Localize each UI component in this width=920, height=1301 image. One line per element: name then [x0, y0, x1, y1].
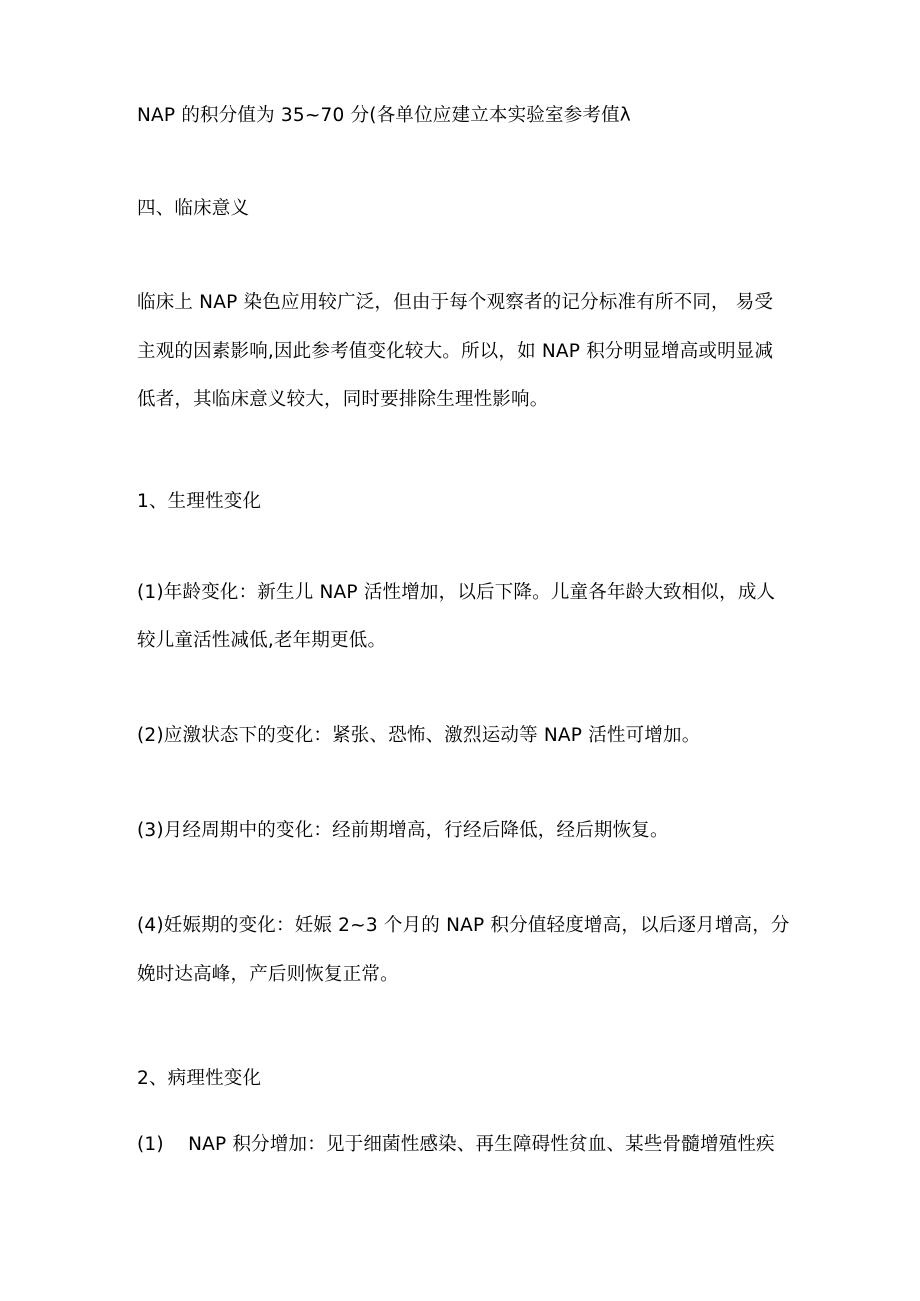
text-line: 临床上 NAP 染色应用较广泛，但由于每个观察者的记分标准有所不同， 易受: [137, 292, 774, 313]
text-line: 娩时达高峰，产后则恢复正常。: [137, 964, 399, 985]
text-line: (2)应激状态下的变化：紧张、恐怖、激烈运动等 NAP 活性可增加。: [137, 725, 701, 746]
subheading-pathological-changes: 2、病理性变化: [137, 1068, 262, 1089]
text-line: 低者，其临床意义较大，同时要排除生理性影响。: [137, 389, 549, 410]
text-line-reference-value: NAP 的积分值为 35~70 分(各单位应建立本实验室参考值λ: [137, 105, 631, 126]
subheading-physiological-changes: 1、生理性变化: [137, 491, 262, 512]
text-line: (1) NAP 积分增加：见于细菌性感染、再生障碍性贫血、某些骨髓增殖性疾: [137, 1134, 775, 1155]
section-heading-clinical-significance: 四、临床意义: [137, 198, 250, 219]
text-line: (4)妊娠期的变化：妊娠 2~3 个月的 NAP 积分值轻度增高，以后逐月增高，分: [137, 915, 790, 936]
text-line: (3)月经周期中的变化：经前期增高，行经后降低，经后期恢复。: [137, 820, 669, 841]
text-line: 较儿童活性减低,老年期更低。: [137, 630, 387, 651]
text-line: 主观的因素影响,因此参考值变化较大。所以，如 NAP 积分明显增高或明显减: [137, 341, 774, 362]
text-line: (1)年龄变化：新生儿 NAP 活性增加，以后下降。儿童各年龄大致相似，成人: [137, 582, 776, 603]
